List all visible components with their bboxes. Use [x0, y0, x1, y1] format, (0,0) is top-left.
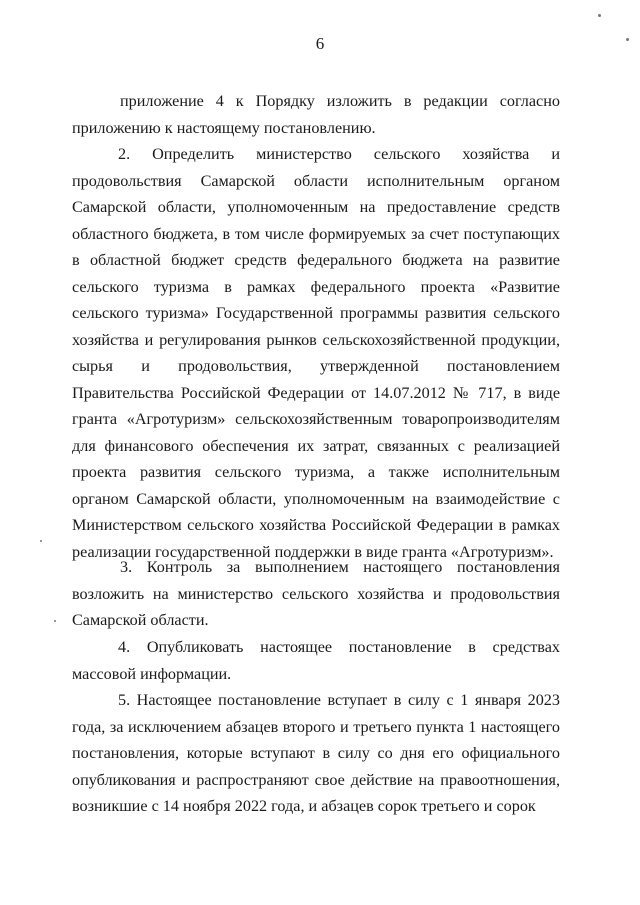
page-number: 6 — [315, 34, 325, 53]
scan-speck — [40, 540, 42, 542]
scan-speck — [598, 14, 601, 17]
paragraph-text: приложение 4 к Порядку изложить в редакции согласно приложению к настоящему постановлению. — [72, 92, 560, 137]
scan-speck — [54, 620, 56, 622]
paragraph-text: 2. Определить министерство сельского хозяйства и продовольствия Самарской области исполнительным органом Самарской области, уполномоченным на предоставление средств областного бюджета, в том числе формируемых за счет поступающих в областной бюджет средств федерального бюджета на развитие сельского туризма в рамках федерального проекта «Развитие сельского туризма» Государственной программы развития сельского хозяйства и регулирования рынков сельскохозяйственной продукции, сырья и продовольствия, утвержденной постановлением Правительства Российской Федерации от 14.07.2012 № 717, в виде гранта «Агротуризм» сельскохозяйственным товаропроизводителям для финансового обеспечения их затрат, связанных с реализацией проекта развития сельского туризма, а также исполнительным органом Самарской области, уполномоченным на взаимодействие с Министерством сельского хозяйства Российской Федерации в рамках реализации государственной поддержки в виде гранта «Агротуризм». — [72, 145, 560, 561]
paragraph-text: 5. Настоящее постановление вступает в силу с 1 января 2023 года, за исключением абзацев второго и третьего пункта 1 настоящего постановления, которые вступают в силу со дня его официального опубликования и распространяют свое действие на правоотношения, возникшие с 14 ноября 2022 года, и абзацев сорок третьего и сорок — [72, 691, 560, 815]
paragraph-continuation — [72, 88, 560, 141]
paragraph-item-2 — [72, 141, 560, 565]
scan-speck — [626, 38, 629, 41]
paragraph-item-3 — [72, 554, 560, 634]
paragraph-text: 3. Контроль за выполнением настоящего постановления возложить на министерство сельского хозяйства и продовольствия Самарской области. — [72, 558, 560, 629]
paragraph-item-4 — [72, 634, 560, 687]
paragraph-text: 4. Опубликовать настоящее постановление в средствах массовой информации. — [72, 638, 560, 683]
paragraph-item-5 — [72, 687, 560, 820]
